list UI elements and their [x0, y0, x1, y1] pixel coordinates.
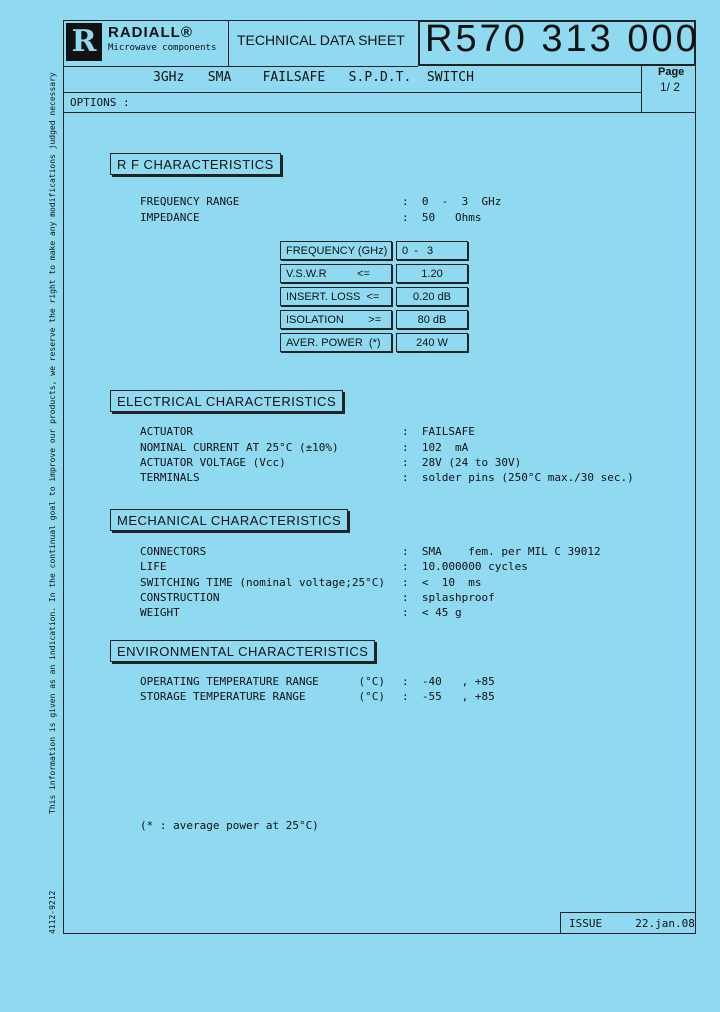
rf-heading: R F CHARACTERISTICS — [110, 153, 281, 175]
environmental-heading: ENVIRONMENTAL CHARACTERISTICS — [110, 640, 375, 662]
mechanical-row-value: : SMA fem. per MIL C 39012 — [402, 545, 601, 558]
rf-table-value: 80 dB — [396, 310, 468, 329]
disclaimer-text: This information is given as an indication. In the continual goal to improve our products, we reserve the right to make any modifications judged necessary — [48, 72, 57, 814]
mechanical-row-label: WEIGHT — [140, 606, 180, 619]
title-divider — [63, 92, 641, 93]
issue-label: ISSUE — [569, 917, 603, 930]
electrical-row-label: ACTUATOR VOLTAGE (Vcc) — [140, 456, 286, 469]
issue-box — [560, 912, 696, 934]
page-number: 1/ 2 — [660, 80, 681, 94]
mechanical-row-value: : splashproof — [402, 591, 495, 604]
rf-table-param: V.S.W.R <= — [280, 264, 392, 283]
rf-row-value: : 50 Ohms — [402, 211, 482, 224]
rf-table-param: FREQUENCY (GHz) — [280, 241, 392, 260]
electrical-row-value: : solder pins (250°C max./30 sec.) — [402, 471, 634, 484]
rf-table-value: 0.20 dB — [396, 287, 468, 306]
options-divider — [63, 112, 696, 113]
page-label: Page — [658, 66, 685, 78]
electrical-row-value: : 28V (24 to 30V) — [402, 456, 522, 469]
rf-table-value: 0 - 3 — [396, 241, 468, 260]
mechanical-row-label: CONSTRUCTION — [140, 591, 220, 604]
product-title: 3GHz SMA FAILSAFE S.P.D.T. SWITCH — [153, 70, 474, 85]
mechanical-row-value: : 10.000000 cycles — [402, 560, 528, 573]
rf-table-param: AVER. POWER (*) — [280, 333, 392, 352]
part-number: R570 313 000 — [425, 18, 700, 60]
rf-table-value: 240 W — [396, 333, 468, 352]
document-type: TECHNICAL DATA SHEET — [237, 32, 405, 48]
rf-table-param: INSERT. LOSS <= — [280, 287, 392, 306]
mechanical-row-label: SWITCHING TIME (nominal voltage;25°C) — [140, 576, 386, 589]
environmental-row-value: : -55 , +85 — [402, 690, 495, 703]
rf-row-label: IMPEDANCE — [140, 211, 200, 224]
brand-name: RADIALL® — [108, 24, 193, 41]
environmental-row-label: STORAGE TEMPERATURE RANGE (°C) — [140, 690, 386, 703]
radiall-logo-icon: R — [66, 23, 102, 61]
header-separator — [228, 20, 229, 66]
brand-subtitle: Microwave components — [108, 43, 217, 53]
issue-date: 22.jan.08 — [635, 917, 695, 930]
electrical-row-label: TERMINALS — [140, 471, 200, 484]
rf-row-label: FREQUENCY RANGE — [140, 195, 240, 208]
page-separator — [641, 66, 642, 112]
mechanical-row-label: LIFE — [140, 560, 167, 573]
mechanical-row-label: CONNECTORS — [140, 545, 207, 558]
environmental-row-value: : -40 , +85 — [402, 675, 495, 688]
footnote: (* : average power at 25°C) — [140, 819, 319, 832]
electrical-heading: ELECTRICAL CHARACTERISTICS — [110, 390, 343, 412]
rf-row-value: : 0 - 3 GHz — [402, 195, 502, 208]
mechanical-row-value: : < 45 g — [402, 606, 462, 619]
mechanical-row-value: : < 10 ms — [402, 576, 482, 589]
form-code: 4112-9212 — [48, 890, 57, 934]
rf-table-param: ISOLATION >= — [280, 310, 392, 329]
environmental-row-label: OPERATING TEMPERATURE RANGE (°C) — [140, 675, 386, 688]
header-divider — [63, 66, 418, 67]
electrical-row-label: ACTUATOR — [140, 425, 193, 438]
electrical-row-value: : 102 mA — [402, 441, 469, 454]
mechanical-heading: MECHANICAL CHARACTERISTICS — [110, 509, 348, 531]
electrical-row-label: NOMINAL CURRENT AT 25°C (±10%) — [140, 441, 339, 454]
rf-table-value: 1.20 — [396, 264, 468, 283]
options-label: OPTIONS : — [70, 96, 130, 109]
electrical-row-value: : FAILSAFE — [402, 425, 475, 438]
